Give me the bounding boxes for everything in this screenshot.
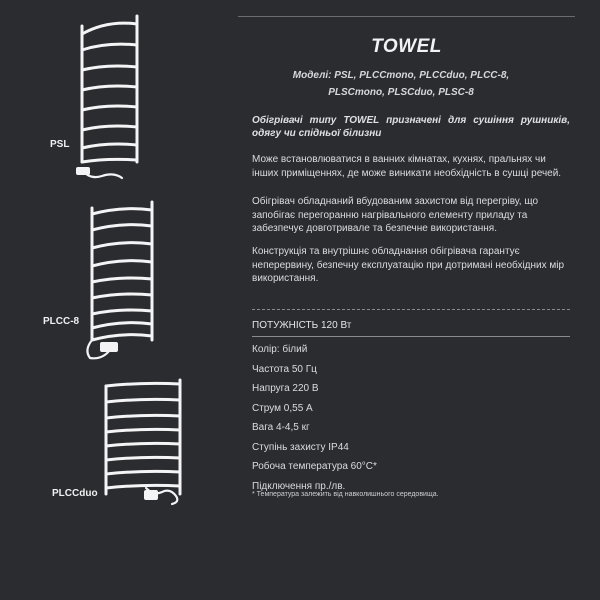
spec-color: Колір: білий xyxy=(252,344,308,355)
psl-label: PSL xyxy=(50,139,70,150)
description-paragraph-3: Конструкція та внутрішнє обладнання обігрівача гарантує неперервину, безпечну експлуатацію при дотримані необхідних мір використання. xyxy=(252,246,565,284)
plccduo-rail-image xyxy=(100,376,190,508)
spec-current: Струм 0,55 А xyxy=(252,402,313,414)
specs-divider xyxy=(252,336,570,337)
psl-rail-image xyxy=(72,12,147,184)
description-paragraph-1: Може встановлюватися в ванних кімнатах, кухнях, пральнях чи інших приміщеннях, де може виникати необхідність в сушці речей. xyxy=(252,154,562,179)
spec-list xyxy=(252,340,570,496)
models-line-2: PLSCmono, PLSCduo, PLSC-8 xyxy=(328,87,474,98)
spec-voltage: Напруга 220 В xyxy=(252,383,319,394)
models-line-1: Моделі: PSL, PLCCmono, PLCCduo, PLCC-8, xyxy=(292,70,510,81)
top-divider xyxy=(238,16,575,17)
spec-frequency: Частота 50 Гц xyxy=(252,363,317,375)
description-paragraph-2: Обігрівач обладнаний вбудованим захистом від перегріву, що запобігає перегоранню нагрівального елементу приладу та забезпечує довготривале та безпечне використання. xyxy=(252,196,539,234)
models-list xyxy=(246,67,556,101)
temperature-footnote: * Температура залежить від навколишнього середовища. xyxy=(252,491,439,498)
spec-temperature: Робоча температура 60°С* xyxy=(252,461,377,472)
power-rating: ПОТУЖНІСТЬ 120 Вт xyxy=(252,320,352,331)
spec-connection: Підключення пр./лв. xyxy=(252,480,346,492)
plcc8-label: PLCC-8 xyxy=(43,316,80,327)
plccduo-label: PLCCduo xyxy=(52,488,98,499)
intro-text: Обігрівачі типу TOWEL призначені для сушіння рушників, одягу чи спідньої білизни xyxy=(252,115,570,139)
specs-top-divider xyxy=(252,309,570,310)
spec-protection: Ступінь захисту IP44 xyxy=(252,441,349,453)
plcc8-rail-image xyxy=(80,200,160,370)
spec-weight: Вага 4-4,5 кг xyxy=(252,422,310,433)
page-title: TOWEL xyxy=(371,36,442,57)
